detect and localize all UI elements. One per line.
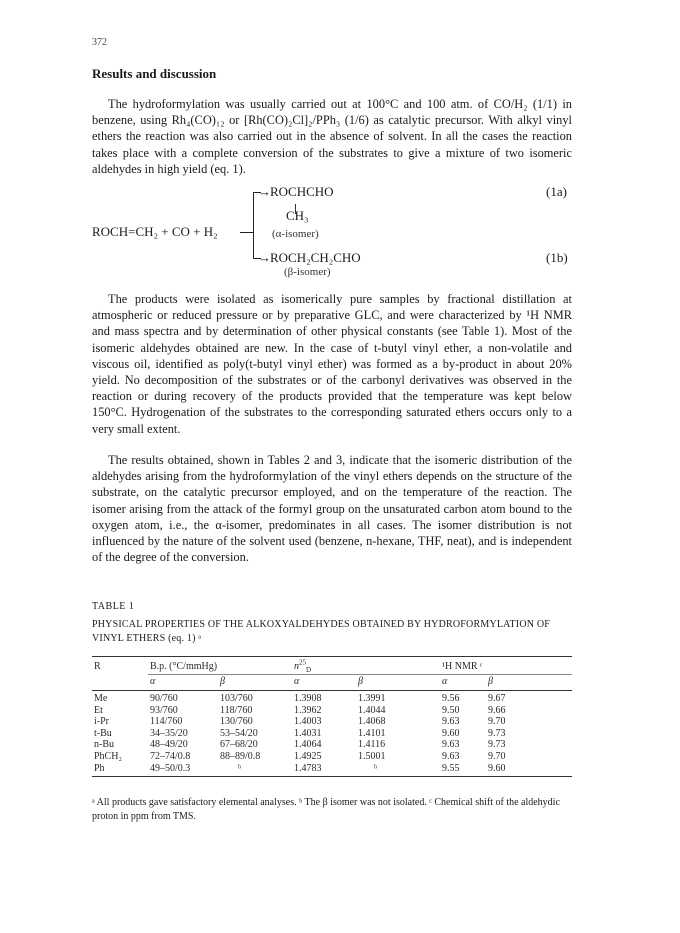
cell-nd-b: 1.5001	[358, 750, 386, 762]
page-number: 372	[92, 37, 107, 48]
data-table	[92, 656, 572, 777]
cell-nmr-a: 9.63	[442, 739, 460, 751]
cell-bp-b: 53–54/20	[220, 727, 258, 739]
cell-nmr-a: 9.63	[442, 750, 460, 762]
cell-bp-b: 118/760	[220, 704, 253, 716]
cell-nmr-b: 9.60	[486, 763, 572, 777]
cell-bp-b: 88–89/0.8	[220, 750, 261, 762]
cell-bp-a: 34–35/20	[150, 727, 188, 739]
header-nd-symbol: n	[294, 661, 299, 673]
subheader-nd-a: α	[294, 675, 300, 687]
cell-r: Ph	[92, 763, 148, 777]
table-row	[92, 763, 572, 777]
subheader-nmr-a: α	[442, 675, 448, 687]
cell-nd-a: 1.4064	[294, 739, 322, 751]
header-bp: B.p. (°C/mmHg)	[148, 657, 292, 675]
cell-nmr-b: 9.67	[486, 691, 572, 705]
cell-nd-a: 1.3962	[294, 704, 322, 716]
table-number: TABLE 1	[92, 601, 135, 612]
header-nd	[292, 657, 440, 675]
subheader-blank	[92, 675, 148, 691]
paragraph-3: The results obtained, shown in Tables 2 and 3, indicate that the isomeric distribution of the aldehydes arising from the hydroformylation of the vinyl ethers depends on the structure of the substrate, on the catalytic precursor employed, and on the temperature of the reaction. The isomer arising from the attack of the formyl group on the unsaturated carbon atom bound to the oxygen atom, i.e., the α-isomer, predominates in all cases. The isomer distribution is not influenced by the nature of the solvent used (benzene, n-hexane, THF, neat), and is independent of the degree of the conversion.	[92, 453, 572, 565]
cell-r: n-Bu	[94, 739, 114, 751]
equation-reactants: ROCH=CH₂ + CO + H₂	[92, 224, 218, 239]
cell-bp-a: 49–50/0.3	[148, 763, 218, 777]
cell-r: PhCH₂	[94, 750, 122, 762]
product-a-note: (α-isomer)	[272, 228, 319, 240]
bracket-vertical	[253, 192, 254, 258]
cell-nmr-b: 9.73	[488, 739, 506, 751]
cell-nd-a: 1.4925	[294, 750, 322, 762]
product-a: ROCHCHO	[270, 184, 334, 199]
paragraph-1: The hydroformylation was usually carried out at 100°C and 100 atm. of CO/H₂ (1/1) in benzene, using Rh₄(CO)₁₂ or [Rh(CO)₂Cl]₂/PPh₃ (1/6) as catalytic precursor. With alkyl vinyl ethers the reaction was also carried out in the absence of solvent. In all the cases the reaction takes place with a complete conversion of the substrates to give a mixture of two isomeric aldehydes in high yield (eq. 1).	[92, 97, 572, 176]
cell-nd-a: 1.3908	[292, 691, 356, 705]
cell-nmr-b: 9.70	[488, 716, 506, 728]
cell-bp-a: 90/760	[148, 691, 218, 705]
table-footnote: ᵃ All products gave satisfactory elemental analyses. ᵇ The β isomer was not isolated. ᶜ Chemical shift of the aldehydic proton in ppm from TMS.	[92, 797, 560, 822]
cell-nd-b: ᵇ	[356, 763, 440, 777]
product-a-substituent: CH₃	[286, 208, 309, 223]
cell-nmr-b: 9.70	[488, 750, 506, 762]
table-row	[92, 716, 572, 728]
cell-bp-b: 103/760	[218, 691, 292, 705]
cell-nd-a: 1.4003	[294, 716, 322, 728]
cell-nd-a: 1.4783	[292, 763, 356, 777]
cell-nd-b: 1.4044	[358, 704, 386, 716]
cell-nd-b: 1.4101	[358, 727, 386, 739]
cell-bp-a: 48–49/20	[150, 739, 188, 751]
header-nd-sub: D	[306, 666, 312, 675]
cell-bp-b: ᵇ	[218, 763, 292, 777]
arrow-a-icon: →	[258, 184, 271, 199]
cell-r: Et	[94, 704, 103, 716]
cell-nmr-b: 9.66	[488, 704, 506, 716]
bracket-join	[240, 232, 253, 233]
cell-bp-b: 67–68/20	[220, 739, 258, 751]
table-row	[92, 691, 572, 705]
cell-bp-a: 72–74/0.8	[150, 750, 191, 762]
table-row	[92, 728, 572, 740]
header-r: R	[92, 657, 148, 675]
subheader-bp-b: β	[220, 675, 225, 687]
subheader-nd-b: β	[358, 675, 363, 687]
cell-bp-b: 130/760	[220, 716, 253, 728]
cell-nd-b: 1.3991	[356, 691, 440, 705]
product-b-note: (β-isomer)	[284, 266, 331, 278]
cell-r: t-Bu	[94, 727, 112, 739]
cell-bp-a: 114/760	[150, 716, 183, 728]
cell-nmr-a: 9.55	[440, 763, 486, 777]
cell-r: Me	[92, 691, 148, 705]
paragraph-2: The products were isolated as isomerically pure samples by fractional distillation at atmospheric or reduced pressure or by preparative GLC, and were characterized by ¹H NMR and mass spectra and by determination of other physical constants (see Table 1). Most of the isomeric aldehydes obtained are new. In the case of t-butyl vinyl ether, a non-volatile and viscous oil, identified as poly(t-butyl vinyl ether) was formed as a by-product in about 20% yield. No decomposition of the substrates or of the carbonyl derivatives was observed in the reaction or during recovery of the products provided that the temperature was kept below 150°C. Hydrogenation of the substrates to the corresponding saturated ethers occurs only to a very small extent.	[92, 292, 572, 436]
cell-nmr-a: 9.63	[442, 716, 460, 728]
subheader-bp-a: α	[150, 675, 156, 687]
cell-nmr-a: 9.60	[442, 727, 460, 739]
equation-label-b: (1b)	[546, 250, 568, 265]
table-caption: PHYSICAL PROPERTIES OF THE ALKOXYALDEHYDES OBTAINED BY HYDROFORMYLATION OF VINYL ETHERS (eq. 1) ᵃ	[92, 619, 551, 644]
table-row	[92, 705, 572, 717]
table-subheader-row	[92, 675, 572, 691]
cell-nd-b: 1.4068	[358, 716, 386, 728]
table-header-row	[92, 657, 572, 675]
table-row	[92, 739, 572, 751]
cell-nd-b: 1.4116	[358, 739, 386, 751]
subheader-nmr-b: β	[488, 675, 493, 687]
cell-nmr-a: 9.50	[442, 704, 460, 716]
table-row	[92, 751, 572, 763]
cell-bp-a: 93/760	[150, 704, 178, 716]
section-heading: Results and discussion	[92, 66, 217, 81]
product-b: ROCH₂CH₂CHO	[270, 250, 361, 265]
arrow-b-icon: →	[258, 250, 271, 265]
cell-nmr-a: 9.56	[440, 691, 486, 705]
header-nd-sup: 25	[299, 658, 306, 667]
cell-nd-a: 1.4031	[294, 727, 322, 739]
equation-label-a: (1a)	[546, 184, 567, 199]
header-nmr: ¹H NMR ᶜ	[440, 657, 572, 675]
cell-r: i-Pr	[94, 716, 109, 728]
cell-nmr-b: 9.73	[488, 727, 506, 739]
